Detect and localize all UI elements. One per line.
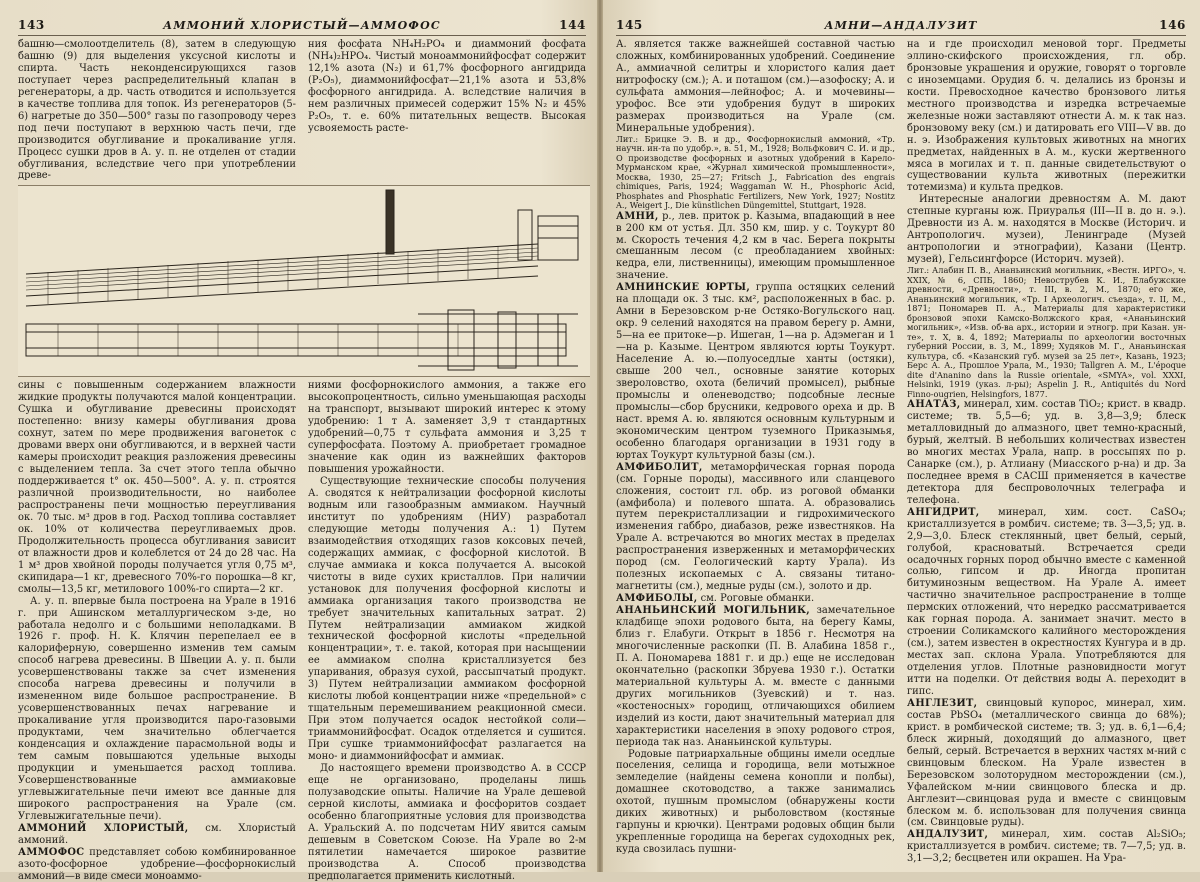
dictionary-entry [616, 211, 895, 283]
column-2-bottom [308, 380, 586, 882]
page-number-145: 145 [616, 18, 643, 32]
right-columns [616, 39, 1186, 865]
paragraph: До настоящего времени производство А. в СССР еще не организовано, проделаны лишь полузаводские опыты. Наличие на Урале дешевой серной кислоты, аммиака и фосфоритов создает особенно благоприятные условия для производства А. Уральский А. по подсчетам НИУ явится самым дешевым в Советском Союзе. На Урале во 2-м пятилетии намечается широкое развитие производства А. Способ производства предполагается применить кислотный. [308, 762, 586, 882]
headword: АНГЛЕЗИТ, [907, 697, 978, 709]
column-3 [616, 39, 895, 865]
column-1-top [18, 39, 296, 182]
left-bottom-columns [18, 380, 586, 882]
entry-ammofos [18, 847, 296, 882]
entry-text: замечательное кладбище эпохи родового быта, на берегу Камы, близ г. Елабуги. Открыт в 1856 г. Несмотря на многочисленные раскопки (П. В. Алабина 1858 г., П. А. Пономарева 1881 г. и др.) еще не исследован окончательно (раскопки Збруева 1930 г.). Остатки материальной культуры А. м. вместе с данными других могильников (Зуевский) и т. наз. «костеносных» городищ, отличающихся обилием изделий из кости, дают значительный материал для характеристики населения в эпоху родового строя, периода так наз. Ананьинской культуры. [616, 605, 895, 748]
entry-text: минерал, хим. состав Al₂SiO₅; кристаллизуется в ромбич. системе; тв. 7—7,5; уд. в. 3,1—3,2; бесцветен или окрашен. На Ура- [907, 829, 1186, 865]
entry-text: группа остяцких селений на площади ок. 3 тыс. км², расположенных в бас. р. Амни в Березовском р-не Остяко-Вогульского нац. окр. 9 селений находятся на правом берегу р. Амни, 5—на ее притоке—р. Ишеган, 1—на р. Адэмеган и 1—на р. Казыме. Центром являются юрты Тоукурт. Население А. ю.—полуоседлые ханты (остяки), свыше 200 чел., основные занятие которых звероловство, охота (беличий промысел), рыбные промыслы и оленеводство; подсобные лесные промыслы—сбор брусники, кедрового ореха и др. В наст. время А. ю. являются основным культурным и экономическим центром туземного Приказымья, особенно благодаря организации в 1931 году в юртах Тоукурт культурной базы (см.). [616, 282, 895, 461]
kiln-diagram [18, 186, 590, 376]
page-number-144: 144 [559, 18, 586, 32]
paragraph: Существующие технические способы получения А. сводятся к нейтрализации фосфорной кислоты водным или газообразным аммиаком. Научный институт по удобрениям (НИУ) разработал следующие методы получения А.: 1) Путем взаимодействия отходящих газов коксовых печей, содержащих аммиак, с фосфорной кислотой. В случае аммиака и кокса получается А. высокой чистоты в виде сухих кристаллов. При наличии установок для получения фосфорной кислоты и аммиака организация такого производства не требует значительных капитальных затрат. 2) Путем нейтрализации аммиаком жидкой технической фосфорной кислоты «предельной концентрации», т. е. такой, которая при насыщении ее аммиаком сполна кристаллизуется без упаривания, образуя сухой, рассыпчатый продукт. 3) Путем нейтрализации аммиаком фосфорной кислоты любой концентрации ниже «предельной» с тщательным перемешиванием реакционной смеси. При этом получается осадок нестойкой соли—триаммонийфосфат. Осадок отделяется и сушится. При сушке триаммонийфосфат разлагается на моно- и диаммонийфосфат и аммиак. [308, 476, 586, 762]
headword: АМФИБОЛИТ, [616, 461, 703, 473]
page-number-143: 143 [18, 18, 45, 32]
right-page [600, 0, 1200, 872]
dictionary-entry [616, 593, 895, 605]
dictionary-entry [616, 462, 895, 593]
paragraph: А. является также важнейшей составной частью сложных, комбинированных удобрений. Соединение А., аммиачной селитры и хлористого калия дает нитрофоску (см.); А. и поташом (см.)—азофоску; А. и сульфата аммония—лейнофос; А. и мочевины—урофос. Все эти удобрения будут в широких размерах производиться на Урале (см. Минеральные удобрения). [616, 39, 895, 134]
paragraph: сины с повышенным содержанием влажности жидкие продукты получаются малой концентрации. Сушка и обугливание древесины происходят постепенно: внизу камеры обугливания дрова сохнут, затем по мере продвижения вагонеток с дровами вверх они обугливаются, и в верхней части камеры происходит реакция разложения древесины с выделением тепла. За счет этого тепла обычно поддерживается t° ок. 450—500°. А. у. п. строятся различной производительности, но наиболее распространены печи мощностью переугливания ок. 70 тыс. м³ дров в год. Расход топлива составляет ок. 10% от количества переугливаемых дров. Продолжительность процесса обугливания зависит от влажности дров и колеблется от 24 до 28 час. На 1 м³ дров хвойной породы получается угля 0,75 м³, скипидара—1 кг, древесного 70%-го порошка—8 кг, смолы—13,5 кг, метилового 100%-го спирта—2 кг. [18, 380, 296, 595]
paragraph: Родовые патриархальные общины имели оседлые поселения, селища и городища, вели мотыжное земледелие (найдены семена конопли и полбы), домашнее скотоводство, а также занимались охотой, пушным промыслом (обнаружены кости диких животных) и рыболовством (костяные гарпуны и крючки). Центрами родовых общин были укрепленные городища на берегах судоходных рек, куда свозилась пушни- [616, 748, 895, 856]
running-title-right: АМНИ—АНДАЛУЗИТ [824, 19, 978, 32]
headword: АНАНЬИНСКИЙ МОГИЛЬНИК, [616, 605, 811, 617]
entry-text: р., лев. приток р. Казыма, впадающий в нее в 200 км от устья. Дл. 350 км, шир. у с. Тоукурт 80 м. Скорость течения 4,2 км в час. Берега покрыты смешанным лесом (с преобладанием хвойных: кедра, ели, лиственницы), имеющим промышленное значение. [616, 210, 895, 282]
headword: АМНИНСКИЕ ЮРТЫ, [616, 282, 751, 294]
entry-ammonium-chloride [18, 823, 296, 847]
column-1-bottom [18, 380, 296, 882]
left-running-head [18, 18, 586, 36]
headword: АНАТАЗ, [907, 399, 961, 411]
running-title-left: АММОНИЙ ХЛОРИСТЫЙ—АММОФОС [163, 19, 441, 32]
page-number-146: 146 [1159, 18, 1186, 32]
paragraph: ния фосфата NH₄H₂PO₄ и диаммоний фосфата (NH₄)₂HPO₄. Чистый моноаммонийфосфат содержит 12,1% азота (N₂) и 61,7% фосфорного ангидрида (P₂O₅), диаммонийфосфат—21,1% азота и 53,8% фосфорного ангидрида. А. вследствие наличия в нем различных примесей содержит 15% N₂ и 45% P₂O₅, т. е. 60% питательных веществ. Высокая усвояемость расте- [308, 39, 586, 134]
book-gutter [597, 0, 603, 872]
paragraph: на и где происходил меновой торг. Предметы эллино-скифского происхождения, гл. обр. бронзовые украшения и оружие, говорят о торговле с иноземцами. Орудия б. ч. делались из бронзы и кости. Превосходное качество бронзового литья местного производства и изредка встречаемые железные ножи заставляют отнести А. м. к так наз. бронзовому веку (см.) и датировать его VIII—V вв. до н. э. Изображения культовых животных на многих предметах, найденных в А. м., куски жертвенного мяса в могилах и т. п. данные свидетельствуют о существовании культа животных (пережитки тотемизма) и культа предков. [907, 39, 1186, 194]
paragraph: Интересные аналогии древностям А. М. дают степные курганы юж. Приуралья (III—II в. до н. э.). Древности из А. м. находятся в Москве (Историч. и Антропологич. музеи), Ленинграде (Музей антропологии и этнографии), Казани (Центр. музей), Гельсингфорсе (Историч. музей). [907, 194, 1186, 266]
dictionary-entry [907, 507, 1186, 698]
entry-text: минерал, хим. сост. CaSO₄; кристаллизуется в ромбич. системе; тв. 3—3,5; уд. в. 2,9—3,0. Блеск стеклянный, цвет белый, серый, голубой, красноватый. Встречается среди осадочных горных пород обычно вместе с каменной солью, гипсом и др. Иногда пропитан битуминозным веществом. На Урале А. имеет частично значительное распространение в толще пермских отложений, что нередко рассматривается как горная порода. А. занимает значит. место в строении Соликамского калийного месторождения (см.), затем известен в окрестностях Кунгура и в др. местах зап. склона Урала. Употребляются для отделения углов. Плотные разновидности могут итти на поделки. От действия воды А. переходит в гипс. [907, 506, 1186, 697]
dictionary-entry [907, 399, 1186, 507]
headword: АМФИБОЛЫ, [616, 593, 698, 605]
dictionary-entry [907, 698, 1186, 829]
entry-text: свинцовый купорос, минерал, хим. состав PbSO₄ (металлического свинца до 68%); крист. в ромбической системе; тв. 3; уд. в. 6,1—6,4; блеск жирный, доходящий до алмазного, цвет белый, серый. Встречается в верхних частях м-ний с свинцовым блеском. На Урале известен в Березовском золоторудном месторождении (см.), Уфалейском м-нии свинцового блеска и др. Англезит—свинцовая руда и вместе с свинцовым блеском м. б. использован для получения свинца (см. Свинцовые руды). [907, 697, 1186, 829]
dictionary-entry [616, 605, 895, 748]
column-4 [907, 39, 1186, 865]
entry-text: метаморфическая горная порода (см. Горные породы), массивного или сланцевого сложения, состоит гл. обр. из роговой обманки (амфибола) и полевого шпата. А. образовались путем перекристаллизации и гидрохимического изменения габбро, диабазов, реже известняков. На Урале А. встречаются во многих местах в пределах распространения изверженных и метаморфических пород (см. Геологический карту Урала). Из полезных ископаемых с А. связаны титано-магнетиты (см.), медные руды (см.), золото и др. [616, 461, 895, 593]
headword: АНГИДРИТ, [907, 506, 980, 518]
dictionary-entry [616, 282, 895, 461]
entry-text: см. Роговые обманки. [697, 593, 815, 605]
headword: АММОФОС [18, 846, 85, 858]
headword: АММОНИЙ ХЛОРИСТЫЙ, [18, 822, 189, 834]
left-top-columns [18, 39, 586, 182]
headword: АМНИ, [616, 210, 659, 222]
paragraph: А. у. п. впервые была построена на Урале в 1916 г. при Ашинском металлургическом з-де, но работала недолго и с большими неполадками. В 1926 г. проф. Н. К. Клячин перепелаел ее в калориферную, совершенно изменив тем самым способ нагрева древесины. В Швеции А. у. п. были усовершенствованы также за счет изменения способа нагрева древесины и получили в измененном виде большое распространение. В усовершенствованных печах нагревание и прокаливание угля производится паро-газовыми продуктами, чем значительно облегчается конденсация и охлаждение парасмольной воды и тем самым повышаются удельные выходы продукции и уменьшается расход топлива. Усовершенствованные аммиаковые углевыжигательные печи имеют все данные для широкого распространения на Урале (см. Углевыжигательные печи). [18, 595, 296, 822]
paragraph: башню—смолоотделитель (8), затем в следующую башню (9) для выделения уксусной кислоты и спирта. Часть неконденсирующихся газов поступает через распределительный клапан в регенераторы, а др. часть отводится и используется в качестве топлива для топок. Из регенераторов (5-6) нагретые до 350—500° газы по газопроводу через под печи поступают в верхнюю часть печи, где производится обугливание и прокаливание угля. Процесс сушки дров в А. у. п. не отделен от стадии обугливания, вследствие чего при употреблении древе- [18, 39, 296, 182]
entry-text: минерал, хим. состав TiO₂; крист. в квадр. системе; тв. 5,5—6; уд. в. 3,8—3,9; блеск металловидный до алмазного, цвет темно-красный, бурый, желтый. В небольших количествах известен во многих местах Урала, напр. в россыпях по р. Санарке (см.), р. Атлиану (Миасского р-на) и др. За последнее время в САСШ применяется в качестве детектора для беспроволочных телеграфа и телефона. [907, 399, 1186, 506]
bibliography: Лит.: Алабин П. В., Ананьинский могильник, «Вестн. ИРГО», ч. XXIX, № 6, СПБ, 1860; Невострубев К. И., Елабужские древности, «Древности», т. III, в. 2, М., 1870; его же, Ананьинский могильник, «Тр. I Археологич. съезда», т. II, М., 1871; Пономарев П. А., Материалы для характеристики бронзовой эпохи Камско-Волжского края, «Ананьинский могильник», «Изв. об-ва арх., истории и этногр. при Казан. ун-те», т. X, в. 4, 1892; Материалы по археологии восточных губерний России, в. 3, М., 1899; Худяков М. Г., Ананьинская культура, сб. «Казанский губ. музей за 25 лет», Казань, 1923; Берс А. А., Прошлое Урала, М., 1930; Tallgren A. M., L'époque dite d'Ananino dans la Russie orientale, «SMYA», vol. XXXI, Helsinki, 1919 (указ. л-ры); Aspelin J. R., Antiquités du Nord Finno-ougrien, Helsingfors, 1877. [907, 265, 1186, 399]
dictionary-entry [907, 829, 1186, 865]
right-running-head [616, 18, 1186, 36]
entry-text: представляет собою комбинированное азото-фосфорное удобрение—фосфорнокислый аммоний—в виде смеси моноаммо- [18, 846, 296, 882]
column-2-top [308, 39, 586, 182]
paragraph: ниями фосфорнокислого аммония, а также его высокопроцентность, сильно уменьшающая расходы на транспорт, вызывают широкий интерес к этому удобрению: 1 т А. заменяет 3,9 т стандартных удобрений—0,75 т сульфата аммония и 3,25 т суперфосфата. Поэтому А. приобретает громадное значение как один из важнейших факторов повышения урожайности. [308, 380, 586, 476]
entry-text: см. Хлористый аммоний. [18, 822, 296, 846]
bibliography: Лит.: Брицке Э. В. и др., Фосфорнокислый аммоний, «Тр. научн. ин-та по удобр.», в. 51, М., 1928; Вольфкович С. И. и др., О производстве фосфорных и азотных удобрений в Карело-Мурманском крае, «Журнал химической промышленности», Москва, 1930, 25—27; Fritsch J., Fabrication des engrais chimiques, Paris, 1924; Waggaman W. H., Phosphoric Acid, Phosphates and Phosphatic Fertilizers, New York, 1927; Nostitz A., Weigert J., Die künstlichen Düngemittel, Stuttgart, 1928. [616, 133, 895, 211]
kiln-diagram-figure [18, 185, 590, 377]
headword: АНДАЛУЗИТ, [907, 829, 989, 841]
